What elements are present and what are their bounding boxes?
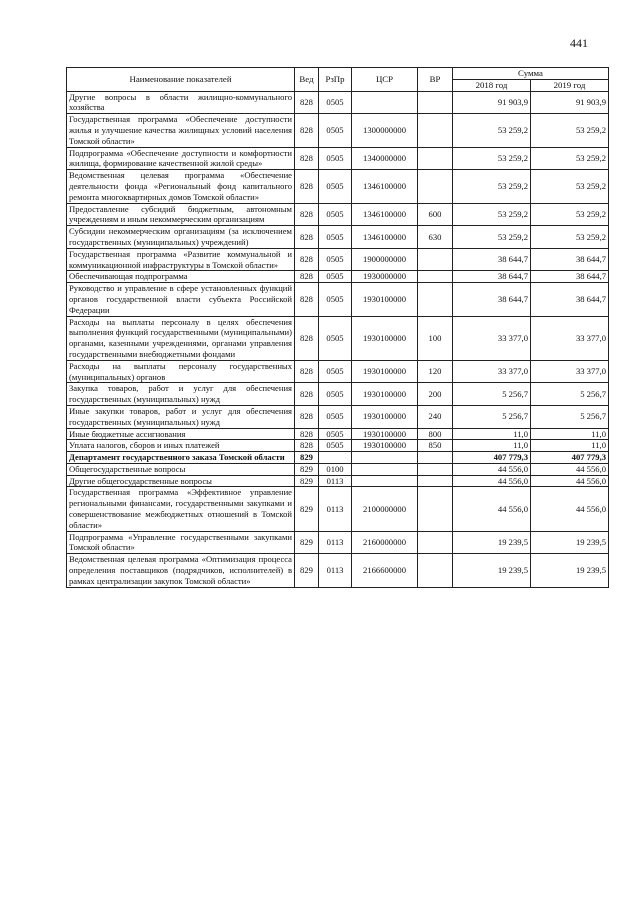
cell-name: Расходы на выплаты персоналу в целях обеспечения выполнения функций государственными (муниципальными) органами, казенными учреждениями, органами управления государственными внебюджетными фондами [67, 316, 295, 360]
cell-name: Руководство и управление в сфере установленных функций органов государственной власти субъекта Российской Федерации [67, 283, 295, 316]
cell-name: Уплата налогов, сборов и иных платежей [67, 440, 295, 452]
cell-csr: 1930100000 [352, 440, 418, 452]
cell-2018: 5 256,7 [453, 383, 531, 406]
cell-csr: 1930100000 [352, 383, 418, 406]
cell-rzpr: 0505 [319, 283, 352, 316]
cell-name: Субсидии некоммерческим организациям (за исключением государственных (муниципальных) учреждений) [67, 226, 295, 249]
cell-name: Подпрограмма «Управление государственными закупками Томской области» [67, 531, 295, 554]
cell-csr: 1346100000 [352, 170, 418, 203]
table-row [67, 487, 609, 531]
header-vr: ВР [418, 68, 453, 92]
cell-csr: 1930100000 [352, 428, 418, 440]
cell-2018: 53 259,2 [453, 170, 531, 203]
cell-rzpr: 0505 [319, 405, 352, 428]
cell-ved: 828 [295, 440, 319, 452]
cell-csr: 1346100000 [352, 226, 418, 249]
cell-2019: 11,0 [531, 440, 609, 452]
cell-name: Иные закупки товаров, работ и услуг для обеспечения государственных (муниципальных) нужд [67, 405, 295, 428]
cell-ved: 829 [295, 452, 319, 464]
cell-vr [418, 452, 453, 464]
cell-csr [352, 463, 418, 475]
cell-2019: 53 259,2 [531, 170, 609, 203]
cell-rzpr: 0113 [319, 554, 352, 587]
cell-vr: 600 [418, 203, 453, 226]
cell-vr: 200 [418, 383, 453, 406]
cell-vr: 120 [418, 360, 453, 383]
cell-ved: 828 [295, 91, 319, 114]
cell-vr [418, 248, 453, 271]
header-name: Наименование показателей [67, 68, 295, 92]
table-row [67, 463, 609, 475]
cell-ved: 828 [295, 405, 319, 428]
cell-name: Расходы на выплаты персоналу государственных (муниципальных) органов [67, 360, 295, 383]
cell-ved: 828 [295, 226, 319, 249]
cell-rzpr: 0505 [319, 360, 352, 383]
cell-ved: 828 [295, 283, 319, 316]
table-body [67, 91, 609, 587]
cell-vr [418, 114, 453, 147]
cell-2018: 38 644,7 [453, 271, 531, 283]
cell-ved: 829 [295, 475, 319, 487]
table-row [67, 170, 609, 203]
cell-csr: 1300000000 [352, 114, 418, 147]
header-2019: 2019 год [531, 79, 609, 91]
cell-rzpr: 0113 [319, 487, 352, 531]
table-row [67, 147, 609, 170]
table-row [67, 271, 609, 283]
cell-vr: 800 [418, 428, 453, 440]
cell-rzpr: 0505 [319, 383, 352, 406]
cell-ved: 828 [295, 271, 319, 283]
cell-2018: 53 259,2 [453, 147, 531, 170]
header-2018: 2018 год [453, 79, 531, 91]
cell-name: Другие общегосударственные вопросы [67, 475, 295, 487]
cell-vr: 240 [418, 405, 453, 428]
cell-rzpr: 0505 [319, 203, 352, 226]
cell-2018: 11,0 [453, 440, 531, 452]
cell-ved: 829 [295, 554, 319, 587]
cell-name: Государственная программа «Развитие коммунальной и коммуникационной инфраструктуры в Томской области» [67, 248, 295, 271]
cell-2018: 11,0 [453, 428, 531, 440]
cell-2019: 38 644,7 [531, 271, 609, 283]
cell-csr [352, 452, 418, 464]
cell-vr [418, 463, 453, 475]
table-row [67, 114, 609, 147]
cell-2018: 33 377,0 [453, 316, 531, 360]
cell-ved: 828 [295, 316, 319, 360]
cell-rzpr: 0505 [319, 248, 352, 271]
cell-csr: 2166600000 [352, 554, 418, 587]
cell-ved: 828 [295, 147, 319, 170]
cell-2019: 38 644,7 [531, 283, 609, 316]
cell-2019: 53 259,2 [531, 226, 609, 249]
table-row [67, 383, 609, 406]
cell-2018: 91 903,9 [453, 91, 531, 114]
cell-2019: 5 256,7 [531, 383, 609, 406]
cell-ved: 828 [295, 360, 319, 383]
cell-2018: 53 259,2 [453, 203, 531, 226]
cell-2019: 19 239,5 [531, 554, 609, 587]
cell-ved: 828 [295, 248, 319, 271]
table-row [67, 283, 609, 316]
cell-ved: 828 [295, 170, 319, 203]
cell-name: Департамент государственного заказа Томской области [67, 452, 295, 464]
cell-2018: 38 644,7 [453, 283, 531, 316]
cell-rzpr: 0113 [319, 531, 352, 554]
table-row [67, 531, 609, 554]
header-ved: Вед [295, 68, 319, 92]
cell-rzpr: 0505 [319, 170, 352, 203]
table-row [67, 452, 609, 464]
cell-vr [418, 170, 453, 203]
cell-2019: 407 779,3 [531, 452, 609, 464]
table-row [67, 405, 609, 428]
cell-ved: 829 [295, 487, 319, 531]
cell-2019: 5 256,7 [531, 405, 609, 428]
cell-2019: 33 377,0 [531, 360, 609, 383]
cell-name: Государственная программа «Эффективное управление региональными финансами, государственными закупками и совершенствование межбюджетных отношений в Томской области» [67, 487, 295, 531]
header-rzpr: РзПр [319, 68, 352, 92]
cell-rzpr: 0505 [319, 428, 352, 440]
cell-rzpr: 0505 [319, 440, 352, 452]
table-row [67, 475, 609, 487]
cell-ved: 829 [295, 531, 319, 554]
cell-csr: 1900000000 [352, 248, 418, 271]
cell-2019: 44 556,0 [531, 463, 609, 475]
cell-ved: 829 [295, 463, 319, 475]
cell-2019: 53 259,2 [531, 147, 609, 170]
cell-csr [352, 91, 418, 114]
cell-csr [352, 475, 418, 487]
header-sum: Сумма [453, 68, 609, 80]
table-row [67, 226, 609, 249]
cell-name: Обеспечивающая подпрограмма [67, 271, 295, 283]
cell-ved: 828 [295, 428, 319, 440]
cell-csr: 2160000000 [352, 531, 418, 554]
cell-vr [418, 91, 453, 114]
cell-rzpr: 0113 [319, 475, 352, 487]
table-row [67, 440, 609, 452]
cell-vr [418, 475, 453, 487]
cell-name: Закупка товаров, работ и услуг для обеспечения государственных (муниципальных) нужд [67, 383, 295, 406]
cell-2018: 33 377,0 [453, 360, 531, 383]
cell-rzpr: 0505 [319, 226, 352, 249]
table-row [67, 554, 609, 587]
cell-ved: 828 [295, 203, 319, 226]
cell-rzpr [319, 452, 352, 464]
cell-csr: 1930100000 [352, 405, 418, 428]
cell-name: Общегосударственные вопросы [67, 463, 295, 475]
cell-rzpr: 0505 [319, 271, 352, 283]
cell-vr [418, 283, 453, 316]
cell-2019: 91 903,9 [531, 91, 609, 114]
cell-2019: 53 259,2 [531, 203, 609, 226]
cell-vr [418, 147, 453, 170]
cell-2019: 19 239,5 [531, 531, 609, 554]
table-row [67, 203, 609, 226]
table-row [67, 428, 609, 440]
budget-table [66, 67, 609, 588]
cell-2018: 44 556,0 [453, 463, 531, 475]
cell-csr: 1340000000 [352, 147, 418, 170]
cell-name: Иные бюджетные ассигнования [67, 428, 295, 440]
cell-2018: 19 239,5 [453, 554, 531, 587]
cell-2019: 33 377,0 [531, 316, 609, 360]
cell-rzpr: 0100 [319, 463, 352, 475]
cell-rzpr: 0505 [319, 114, 352, 147]
cell-name: Ведомственная целевая программа «Обеспечение деятельности фонда «Региональный фонд капитального ремонта многоквартирных домов Томской области» [67, 170, 295, 203]
cell-2019: 44 556,0 [531, 475, 609, 487]
cell-csr: 1930000000 [352, 271, 418, 283]
cell-2019: 38 644,7 [531, 248, 609, 271]
cell-csr: 1930100000 [352, 360, 418, 383]
table-row [67, 316, 609, 360]
cell-2019: 11,0 [531, 428, 609, 440]
cell-name: Подпрограмма «Обеспечение доступности и комфортности жилища, формирование качественной жилой среды» [67, 147, 295, 170]
cell-csr: 1930100000 [352, 316, 418, 360]
cell-2018: 407 779,3 [453, 452, 531, 464]
cell-csr: 1930100000 [352, 283, 418, 316]
cell-csr: 2100000000 [352, 487, 418, 531]
cell-csr: 1346100000 [352, 203, 418, 226]
cell-rzpr: 0505 [319, 91, 352, 114]
cell-vr [418, 531, 453, 554]
cell-vr: 850 [418, 440, 453, 452]
cell-2018: 38 644,7 [453, 248, 531, 271]
cell-vr [418, 271, 453, 283]
cell-rzpr: 0505 [319, 316, 352, 360]
cell-name: Государственная программа «Обеспечение доступности жилья и улучшение качества жилищных условий населения Томской области» [67, 114, 295, 147]
cell-vr [418, 554, 453, 587]
cell-vr: 100 [418, 316, 453, 360]
page-number: 441 [570, 36, 588, 50]
cell-name: Другие вопросы в области жилищно-коммунального хозяйства [67, 91, 295, 114]
cell-2018: 53 259,2 [453, 114, 531, 147]
cell-2018: 44 556,0 [453, 487, 531, 531]
table-row [67, 360, 609, 383]
cell-2018: 5 256,7 [453, 405, 531, 428]
cell-name: Предоставление субсидий бюджетным, автономным учреждениям и иным некоммерческим организациям [67, 203, 295, 226]
cell-2018: 53 259,2 [453, 226, 531, 249]
cell-2019: 44 556,0 [531, 487, 609, 531]
cell-2018: 19 239,5 [453, 531, 531, 554]
cell-rzpr: 0505 [319, 147, 352, 170]
header-csr: ЦСР [352, 68, 418, 92]
table-row [67, 91, 609, 114]
cell-name: Ведомственная целевая программа «Оптимизация процесса определения поставщиков (подрядчиков, исполнителей) в рамках централизации закупок Томской области» [67, 554, 295, 587]
cell-2018: 44 556,0 [453, 475, 531, 487]
cell-vr [418, 487, 453, 531]
cell-ved: 828 [295, 114, 319, 147]
cell-2019: 53 259,2 [531, 114, 609, 147]
table-row [67, 248, 609, 271]
cell-vr: 630 [418, 226, 453, 249]
cell-ved: 828 [295, 383, 319, 406]
